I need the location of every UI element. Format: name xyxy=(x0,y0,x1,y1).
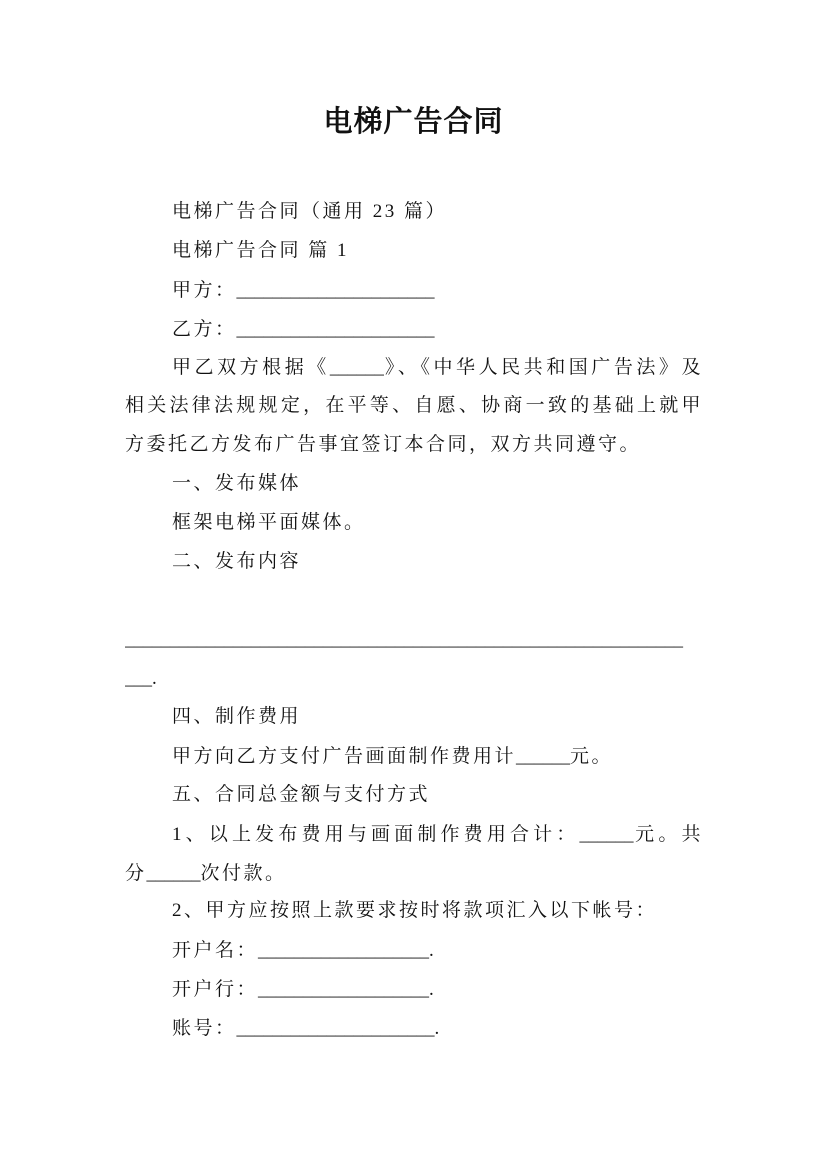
payment-count-blank: ______ xyxy=(146,862,201,883)
production-text-before: 甲方向乙方支付广告画面制作费用计 xyxy=(172,746,517,768)
section-media-text: 框架电梯平面媒体。 xyxy=(172,511,366,533)
account-number-blank: ______________________ xyxy=(236,1018,435,1039)
content-tail-punct: . xyxy=(152,668,157,690)
account-name-blank: ___________________ xyxy=(258,940,430,961)
payment-item-1-line-2-before: 分 xyxy=(125,862,147,884)
account-name-line xyxy=(125,931,703,970)
payment-item-1-line-2-after: 次付款。 xyxy=(200,862,287,884)
section-content-heading: 二、发布内容 xyxy=(172,550,302,572)
production-text-after: 元。 xyxy=(570,746,614,768)
document-title: 电梯广告合同 xyxy=(323,106,504,138)
heading-part: 电梯广告合同 篇 1 xyxy=(172,239,350,261)
bank-blank: ___________________ xyxy=(258,979,430,1000)
production-blank: ______ xyxy=(516,746,571,767)
preamble-blank: ______ xyxy=(329,357,384,378)
account-name-end: . xyxy=(429,940,434,962)
party-a-label: 甲方： xyxy=(172,279,237,301)
bank-line xyxy=(125,970,703,1009)
bank-end: . xyxy=(429,979,434,1001)
content-blank-long: ______________________________________________________________ xyxy=(125,629,683,650)
document-body xyxy=(125,193,703,1048)
payment-item-1-line-2 xyxy=(125,854,703,893)
blank-spacer-line xyxy=(125,582,703,621)
account-name-label: 开户名： xyxy=(172,940,259,962)
preamble-line-1 xyxy=(125,348,703,387)
payment-item-1-text-after: 元。共 xyxy=(633,823,703,845)
payment-item-1-line-1 xyxy=(125,815,703,854)
preamble-line-2: 相关法律法规规定，在平等、自愿、协商一致的基础上就甲 xyxy=(125,395,703,417)
bank-label: 开户行： xyxy=(172,979,259,1001)
section-production-heading: 四、制作费用 xyxy=(172,706,302,728)
account-number-label: 账号： xyxy=(172,1018,237,1040)
section-payment-heading: 五、合同总金额与支付方式 xyxy=(172,783,431,805)
account-number-line xyxy=(125,1009,703,1048)
party-a-blank: ______________________ xyxy=(236,279,435,300)
preamble-text-before: 甲乙双方根据《 xyxy=(172,357,330,379)
party-a-line xyxy=(125,271,703,310)
preamble-text-after: 》、《中华人民共和国广告法》及 xyxy=(383,357,703,379)
content-blank-tail: ___ xyxy=(125,668,152,689)
payment-total-blank: ______ xyxy=(579,823,634,844)
payment-item-2: 2、甲方应按照上款要求按时将款项汇入以下帐号： xyxy=(172,900,658,922)
party-b-label: 乙方： xyxy=(172,318,237,340)
heading-general: 电梯广告合同（通用 23 篇） xyxy=(172,201,448,222)
payment-item-1-text-before: 1、以上发布费用与画面制作费用合计： xyxy=(172,823,580,845)
party-b-line xyxy=(125,310,703,349)
preamble-line-3: 方委托乙方发布广告事宜签订本合同，双方共同遵守。 xyxy=(125,434,642,456)
section-content-blank-line xyxy=(125,620,703,659)
section-production-text xyxy=(125,737,703,776)
section-content-blank-tail-line xyxy=(125,659,703,698)
party-b-blank: ______________________ xyxy=(236,318,435,339)
section-media-heading: 一、发布媒体 xyxy=(172,473,302,495)
account-number-end: . xyxy=(434,1018,440,1040)
